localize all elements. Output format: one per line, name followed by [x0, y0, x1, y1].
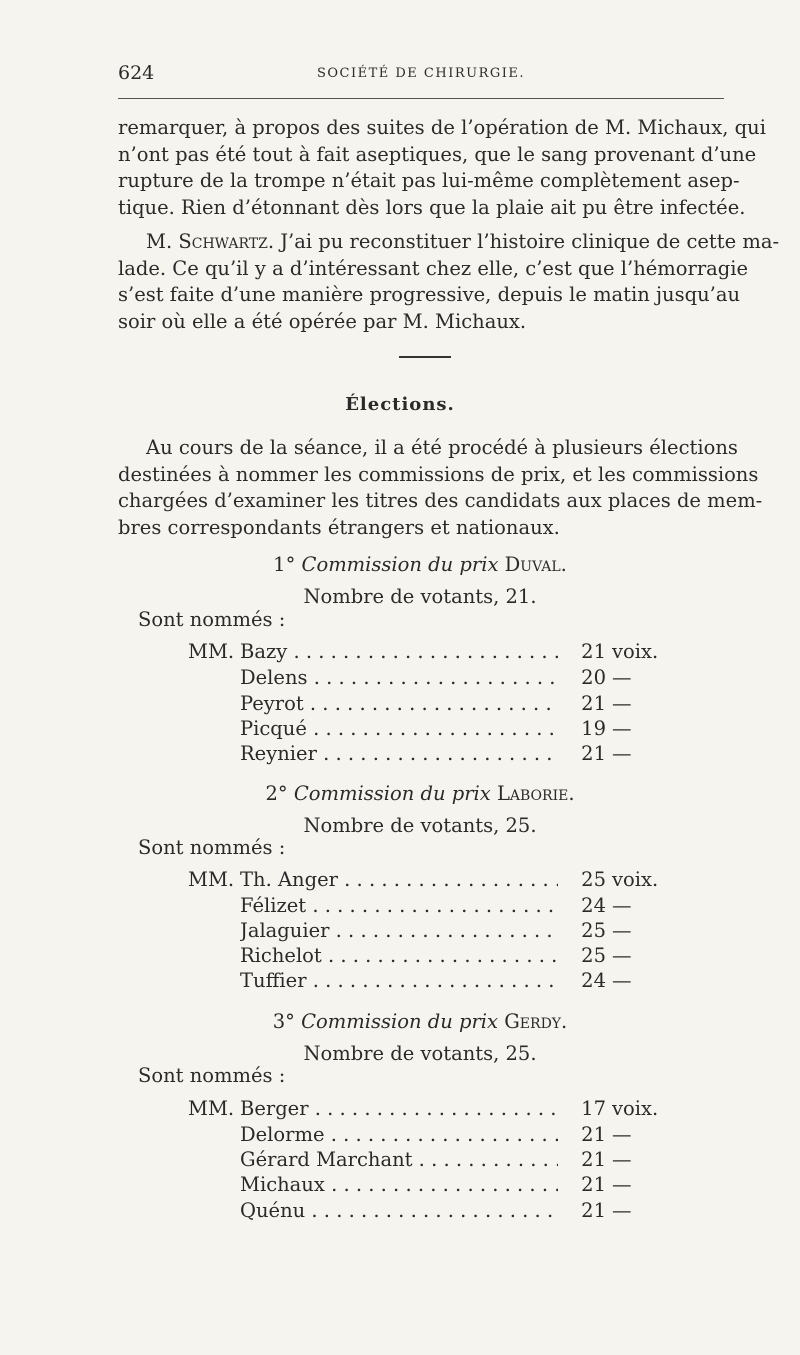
text-line: rupture de la trompe n’était pas lui-même complètement asep-: [118, 169, 740, 192]
speaker-text: . J’ai pu reconstituer l’histoire clinique de cette ma-: [267, 230, 780, 253]
speaker-prefix: M.: [146, 230, 179, 253]
member-name: Félizet . . .: [240, 893, 558, 919]
member-row: [0, 893, 800, 919]
member-votes: 25: [581, 868, 606, 891]
member-votes: 20: [581, 666, 606, 689]
member-unit: —: [612, 1199, 632, 1222]
nommes-label: Sont nommés :: [138, 1064, 286, 1087]
member-row: [0, 1147, 800, 1173]
member-name: Michaux . . .: [240, 1172, 558, 1198]
member-name: Berger . . .: [240, 1096, 558, 1122]
mm-label: MM.: [188, 868, 235, 891]
nommes-label: Sont nommés :: [138, 836, 286, 859]
member-unit: voix.: [612, 1097, 659, 1120]
text-line: [118, 229, 780, 256]
elections-paragraph: [118, 435, 763, 541]
commission-title: [0, 1010, 800, 1033]
member-votes: 21: [581, 1123, 606, 1146]
member-votes: 24: [581, 894, 606, 917]
member-votes: 21: [581, 742, 606, 765]
member-unit: —: [612, 1123, 632, 1146]
member-row: [0, 867, 800, 893]
member-row: [0, 665, 800, 691]
text-line: s’est faite d’une manière progressive, depuis le matin jusqu’au: [118, 283, 741, 306]
text-line: destinées à nommer les commissions de prix, et les commissions: [118, 462, 759, 486]
member-name: Jalaguier . . .: [240, 918, 558, 944]
votants-count: Nombre de votants, 21.: [303, 585, 537, 608]
header-rule: [118, 98, 724, 99]
member-unit: —: [612, 944, 632, 967]
member-votes: 21: [581, 692, 606, 715]
commission-label: Commission du prix: [293, 782, 491, 805]
member-votes: 25: [581, 944, 606, 967]
member-votes: 17: [581, 1097, 606, 1120]
member-name: Gérard Marchant . . .: [240, 1147, 558, 1173]
member-unit: voix.: [612, 868, 659, 891]
member-unit: —: [612, 969, 632, 992]
member-row: [0, 943, 800, 969]
text-line: soir où elle a été opérée par M. Michaux.: [118, 309, 527, 333]
page-header: [118, 62, 724, 88]
commission-prize: Gerdy.: [504, 1010, 568, 1033]
text-line: remarquer, à propos des suites de l’opération de M. Michaux, qui: [118, 116, 766, 139]
member-row: [0, 1122, 800, 1148]
member-row: [0, 1096, 800, 1122]
member-row: [0, 639, 800, 665]
member-name: Bazy . . .: [240, 639, 558, 665]
votants-count: Nombre de votants, 25.: [303, 814, 537, 837]
text-line: Au cours de la séance, il a été procédé à plusieurs élections: [146, 436, 738, 459]
member-row: [0, 918, 800, 944]
commission-label: Commission du prix: [301, 1010, 499, 1033]
text-line: chargées d’examiner les titres des candidats aux places de mem-: [118, 489, 763, 512]
member-unit: —: [612, 1173, 632, 1196]
member-row: [0, 716, 800, 742]
text-line: tique. Rien d’étonnant dès lors que la plaie ait pu être infectée.: [118, 195, 746, 219]
member-name: Tuffier . . .: [240, 968, 558, 994]
member-votes: 24: [581, 969, 606, 992]
member-unit: —: [612, 919, 632, 942]
commission-number: 2°: [265, 782, 288, 805]
member-unit: —: [612, 894, 632, 917]
votants-count: Nombre de votants, 25.: [303, 1042, 537, 1065]
member-name: Peyrot . . .: [240, 691, 558, 717]
member-name: Quénu . . .: [240, 1198, 558, 1224]
member-unit: —: [612, 742, 632, 765]
member-name: Picqué . . .: [240, 716, 558, 742]
member-name: Delorme . . .: [240, 1122, 558, 1148]
section-separator: [399, 356, 451, 358]
member-votes: 21: [581, 1173, 606, 1196]
member-name: Reynier . . .: [240, 741, 558, 767]
member-votes: 21: [581, 640, 606, 663]
member-row: [0, 968, 800, 994]
member-row: [0, 691, 800, 717]
member-unit: voix.: [612, 640, 659, 663]
running-title: SOCIÉTÉ DE CHIRURGIE.: [316, 66, 526, 81]
member-votes: 21: [581, 1199, 606, 1222]
intro-paragraph: [118, 115, 766, 221]
commission-label: Commission du prix: [301, 553, 499, 576]
member-name: Th. Anger . . .: [240, 867, 558, 893]
nommes-label: Sont nommés :: [138, 608, 286, 631]
mm-label: MM.: [188, 1097, 235, 1120]
member-votes: 25: [581, 919, 606, 942]
member-name: Richelot . . .: [240, 943, 558, 969]
text-line: n’ont pas été tout à fait aseptiques, que le sang provenant d’une: [118, 142, 757, 166]
section-title: Élections.: [345, 394, 455, 415]
page-number: 624: [118, 62, 155, 84]
member-row: [0, 1198, 800, 1224]
schwartz-paragraph: [118, 229, 780, 335]
member-name: Delens . . .: [240, 665, 558, 691]
commission-title: [0, 782, 800, 805]
speaker-name: Schwartz: [178, 230, 268, 253]
member-unit: —: [612, 717, 632, 740]
member-unit: —: [612, 666, 632, 689]
commission-number: 1°: [273, 553, 296, 576]
commission-title: [0, 553, 800, 576]
mm-label: MM.: [188, 640, 235, 663]
member-row: [0, 1172, 800, 1198]
member-row: [0, 741, 800, 767]
commission-prize: Duval.: [504, 553, 567, 576]
member-unit: —: [612, 692, 632, 715]
text-line: bres correspondants étrangers et nationaux.: [118, 515, 560, 539]
member-votes: 21: [581, 1148, 606, 1171]
commission-prize: Laborie.: [496, 782, 575, 805]
member-votes: 19: [581, 717, 606, 740]
member-unit: —: [612, 1148, 632, 1171]
text-line: lade. Ce qu’il y a d’intéressant chez elle, c’est que l’hémorragie: [118, 256, 749, 280]
commission-number: 3°: [272, 1010, 295, 1033]
